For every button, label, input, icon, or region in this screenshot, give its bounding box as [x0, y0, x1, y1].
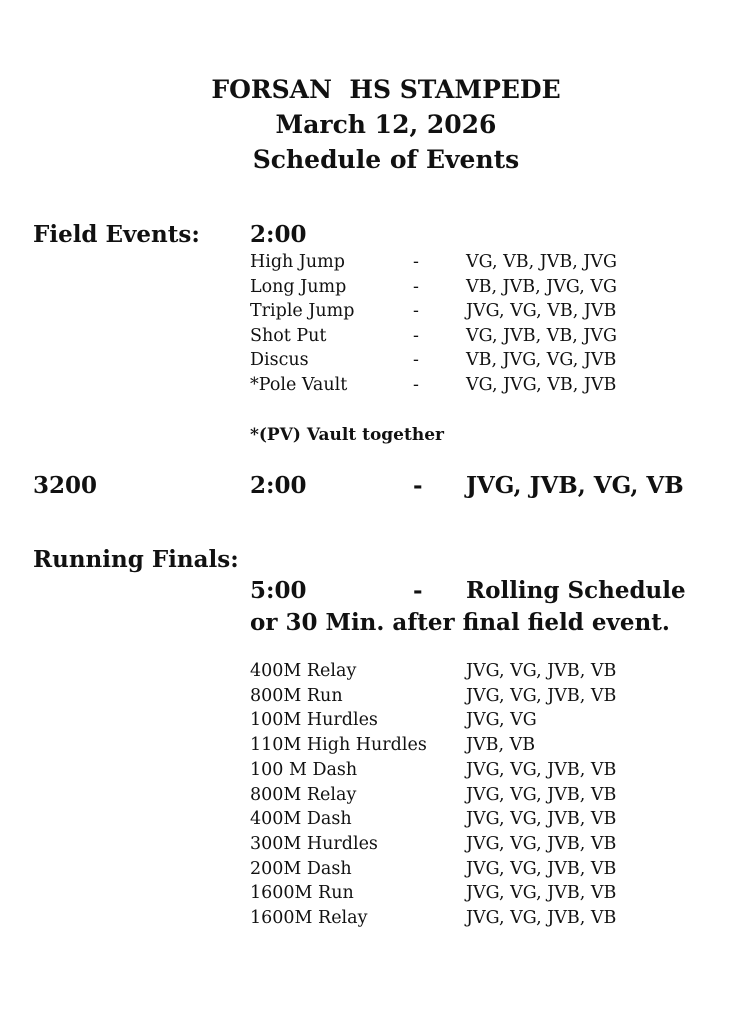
event-name: 300M Hurdles: [250, 834, 378, 854]
event-order: VG, VB, JVB, JVG: [466, 252, 618, 272]
event-name: Shot Put: [250, 326, 327, 346]
meet-date: March 12, 2026: [275, 110, 497, 139]
event-3200-label: 3200: [33, 472, 98, 499]
title-block: [0, 72, 748, 177]
running-event-row: [0, 686, 748, 710]
event-dash: -: [413, 375, 419, 395]
running-finals-label: Running Finals:: [33, 546, 239, 573]
event-name: 400M Dash: [250, 809, 352, 829]
meet-title: FORSAN HS STAMPEDE: [211, 75, 561, 104]
event-name: Triple Jump: [250, 301, 355, 321]
event-order: JVG, VG, JVB, VB: [466, 809, 617, 829]
running-event-row: [0, 785, 748, 809]
event-name: 800M Relay: [250, 785, 357, 805]
running-finals-schedule: Rolling Schedule: [466, 577, 686, 604]
event-3200-order: JVG, JVB, VG, VB: [466, 472, 684, 499]
event-name: 110M High Hurdles: [250, 735, 427, 755]
event-name: Long Jump: [250, 277, 347, 297]
event-dash: -: [413, 326, 419, 346]
event-dash: -: [413, 252, 419, 272]
event-order: JVB, VB: [466, 735, 536, 755]
running-event-row: [0, 710, 748, 734]
event-3200-dash: -: [413, 472, 423, 499]
event-order: VB, JVG, VG, JVB: [466, 350, 617, 370]
event-order: JVG, VG: [466, 710, 537, 730]
event-3200-time: 2:00: [250, 472, 307, 499]
schedule-heading: Schedule of Events: [252, 145, 520, 174]
running-event-row: [0, 883, 748, 907]
event-name: 200M Dash: [250, 859, 352, 879]
field-events-time: 2:00: [250, 221, 307, 248]
running-finals-subline: or 30 Min. after final field event.: [250, 609, 670, 636]
field-event-row: [0, 350, 748, 374]
field-event-row: [0, 326, 748, 350]
event-name: 100M Hurdles: [250, 710, 378, 730]
field-event-row: [0, 277, 748, 301]
event-name: 100 M Dash: [250, 760, 358, 780]
event-order: JVG, VG, JVB, VB: [466, 883, 617, 903]
pole-vault-note: *(PV) Vault together: [250, 425, 444, 445]
running-event-row: [0, 760, 748, 784]
event-name: 1600M Relay: [250, 908, 368, 928]
event-order: JVG, VG, JVB, VB: [466, 760, 617, 780]
event-dash: -: [413, 301, 419, 321]
field-events-label: Field Events:: [33, 221, 200, 248]
event-order: VB, JVB, JVG, VG: [466, 277, 618, 297]
event-order: JVG, VG, JVB, VB: [466, 859, 617, 879]
event-order: JVG, VG, JVB, VB: [466, 834, 617, 854]
field-event-row: [0, 301, 748, 325]
event-order: VG, JVB, VB, JVG: [466, 326, 618, 346]
field-event-row: [0, 252, 748, 276]
event-order: JVG, VG, JVB, VB: [466, 908, 617, 928]
running-event-row: [0, 809, 748, 833]
running-finals-dash: -: [413, 577, 423, 604]
event-dash: -: [413, 277, 419, 297]
running-event-row: [0, 661, 748, 685]
event-name: 1600M Run: [250, 883, 354, 903]
event-name: *Pole Vault: [250, 375, 348, 395]
field-event-row: [0, 375, 748, 399]
event-order: JVG, VG, JVB, VB: [466, 785, 617, 805]
running-event-row: [0, 859, 748, 883]
event-order: VG, JVG, VB, JVB: [466, 375, 617, 395]
event-order: JVG, VG, JVB, VB: [466, 686, 617, 706]
event-name: Discus: [250, 350, 309, 370]
running-event-row: [0, 735, 748, 759]
event-name: High Jump: [250, 252, 345, 272]
running-event-row: [0, 908, 748, 932]
running-event-row: [0, 834, 748, 858]
event-name: 800M Run: [250, 686, 343, 706]
event-order: JVG, VG, JVB, VB: [466, 661, 617, 681]
event-dash: -: [413, 350, 419, 370]
event-name: 400M Relay: [250, 661, 357, 681]
running-finals-time: 5:00: [250, 577, 307, 604]
event-order: JVG, VG, VB, JVB: [466, 301, 617, 321]
